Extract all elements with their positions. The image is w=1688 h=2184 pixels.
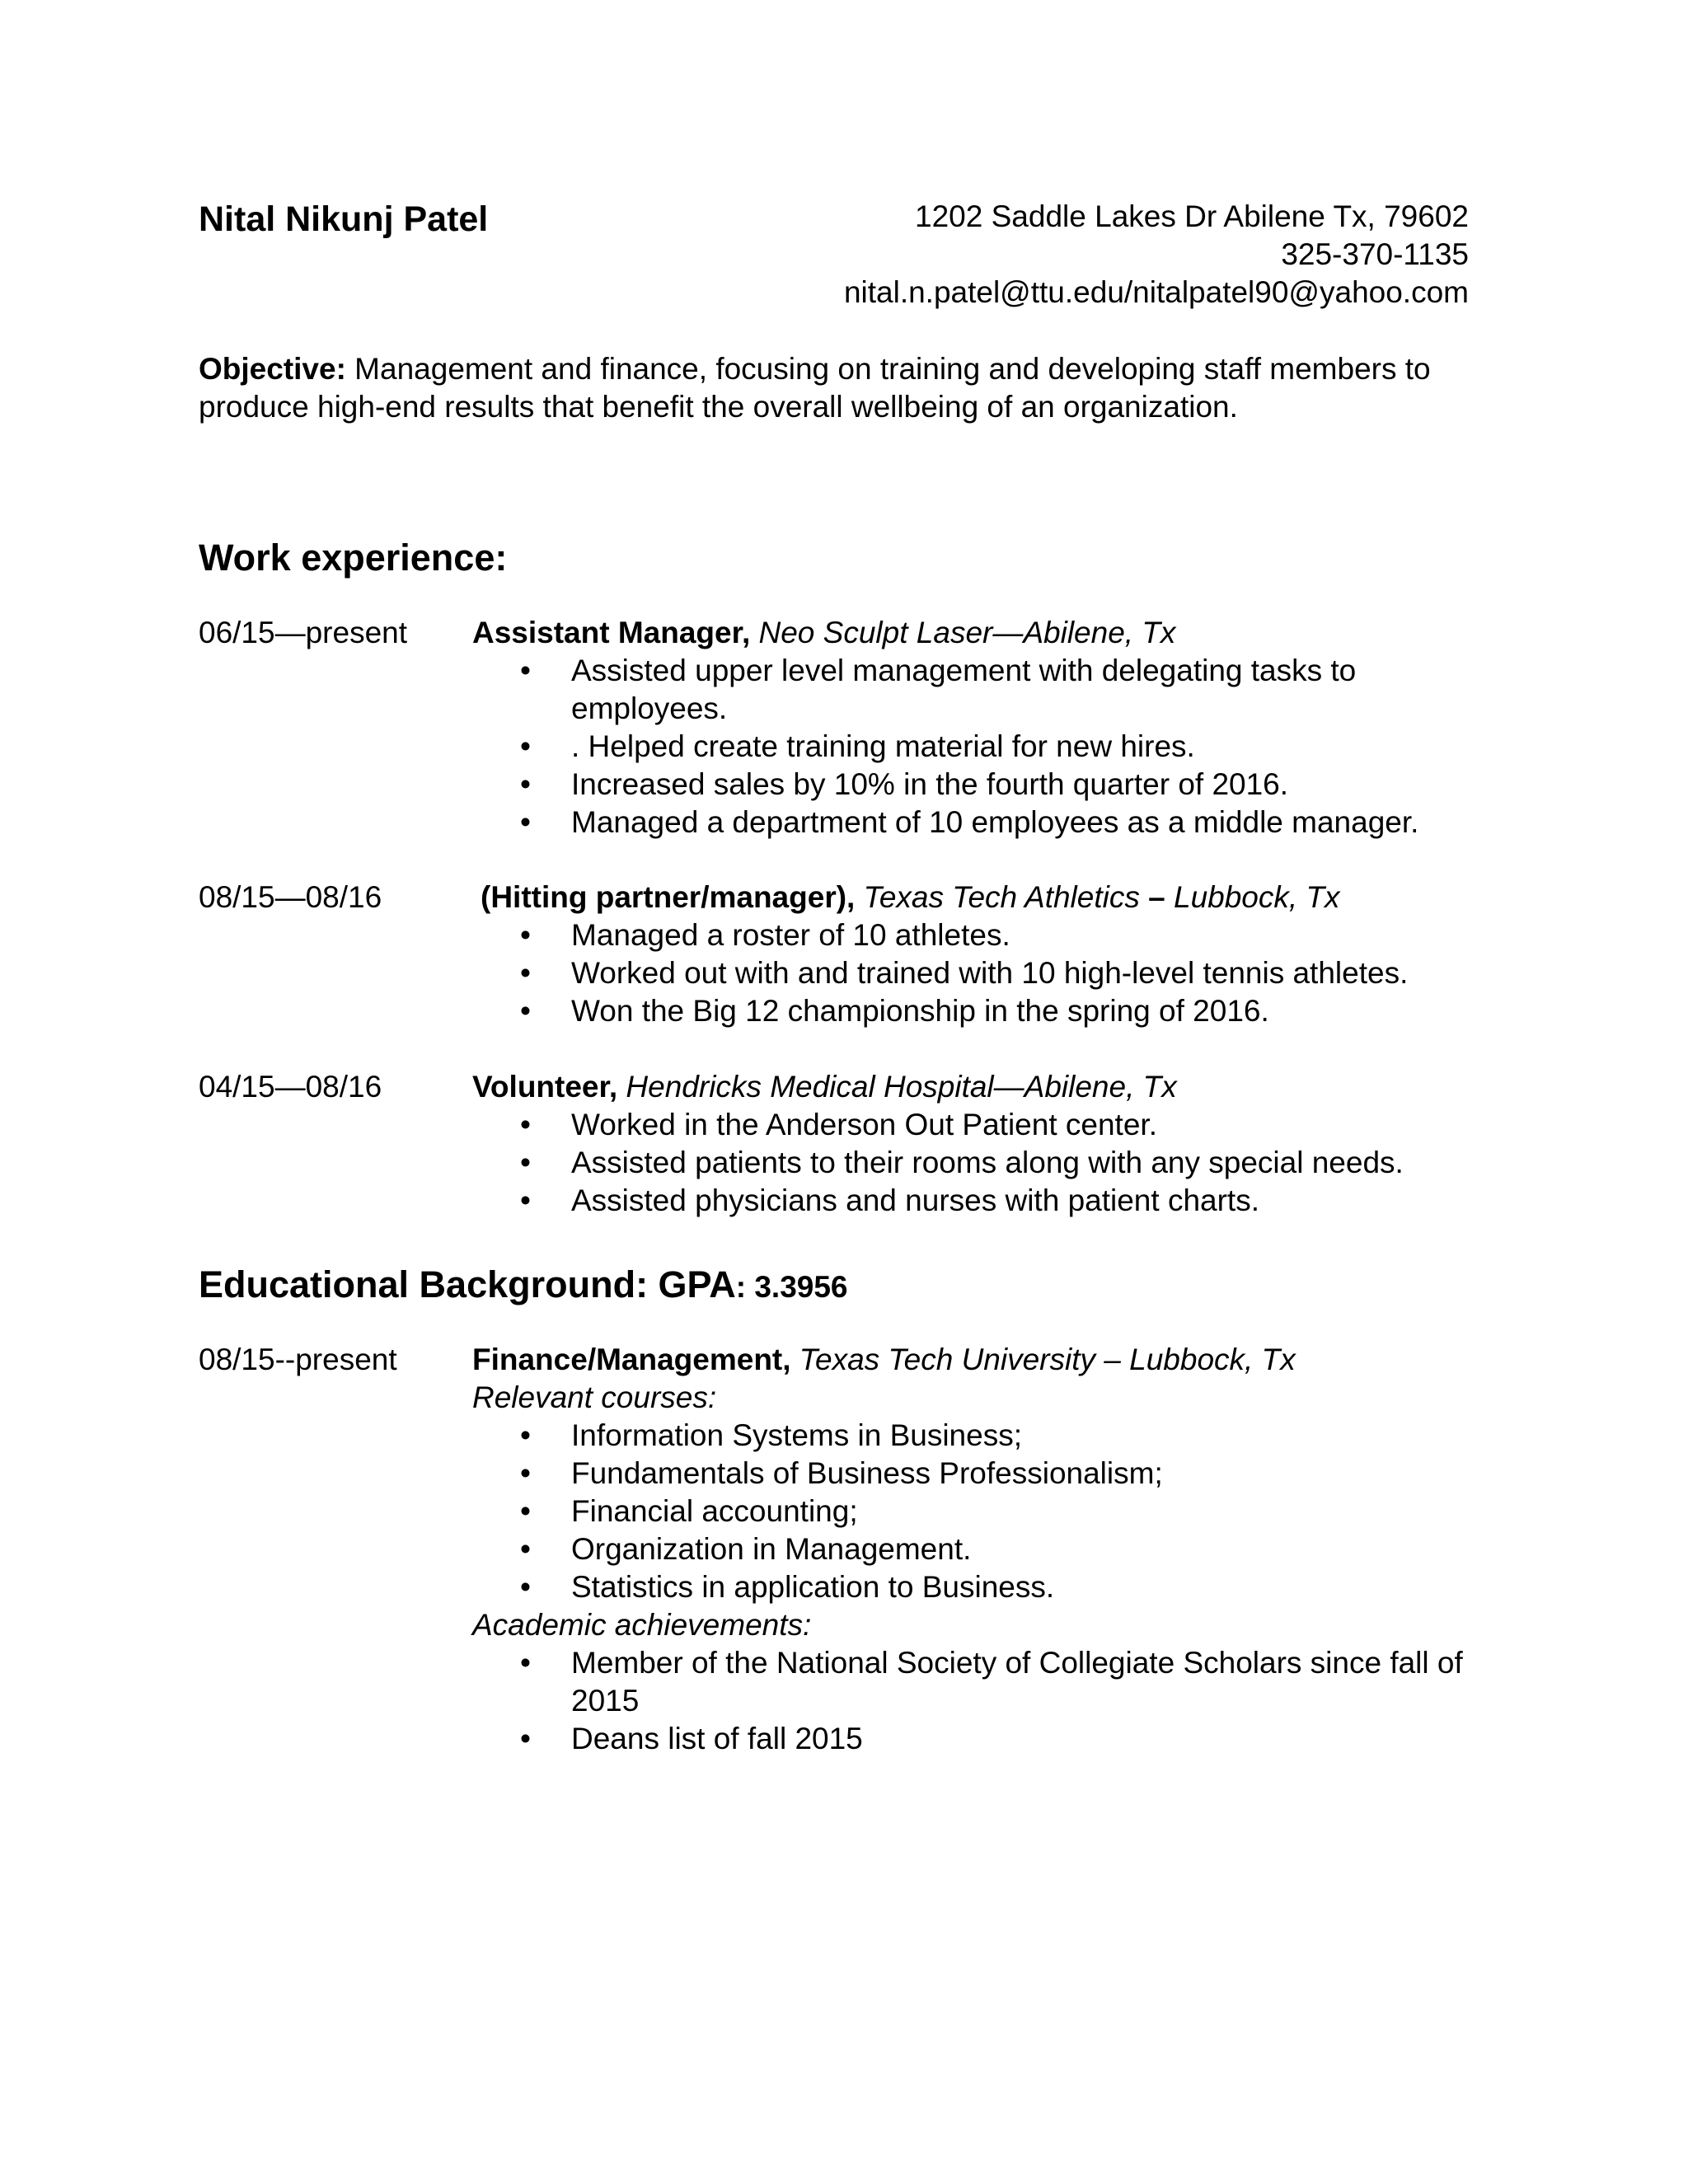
job-org: Texas Tech Athletics [855,880,1140,914]
bullet-icon: • [520,1183,531,1217]
list-item [520,1530,1478,1568]
bullet-text: Worked in the Anderson Out Patient center. [571,1108,1157,1141]
course-text: Financial accounting; [571,1494,858,1528]
bullet-icon: • [520,805,531,839]
bullet-text: Assisted patients to their rooms along with any special needs. [571,1146,1404,1179]
list-item [520,992,1478,1030]
job-entry [199,614,1484,841]
bullet-icon: • [520,994,531,1028]
bullet-text: Worked out with and trained with 10 high-level tennis athletes. [571,956,1409,990]
courses-list [520,1417,1478,1606]
course-text: Organization in Management. [571,1532,972,1566]
list-item [520,766,1478,804]
job-bullets [520,652,1478,841]
work-experience-heading: Work experience: [199,537,508,579]
job-bullets [520,916,1478,1030]
bullet-icon: • [520,729,531,763]
job-separator: – [1139,880,1174,914]
list-item [520,1720,1478,1758]
bullet-icon: • [520,956,531,990]
list-item [520,1182,1478,1220]
bullet-icon: • [520,1494,531,1528]
job-role: Assistant Manager, [472,616,751,649]
list-item [520,1144,1478,1182]
list-item [520,1568,1478,1606]
list-item [520,728,1478,766]
list-item [520,652,1478,728]
phone: 325-370-1135 [1281,237,1469,271]
bullet-text: Won the Big 12 championship in the spring of 2016. [571,994,1269,1028]
job-date: 08/15—08/16 [199,880,382,914]
education-date: 08/15--present [199,1343,397,1376]
education-entry [199,1341,1484,1758]
bullet-icon: • [520,767,531,801]
job-heading [481,879,1484,916]
degree: Finance/Management, [472,1343,791,1376]
gpa-value: : 3.3956 [735,1270,848,1304]
education-heading [199,1264,848,1308]
bullet-icon: • [520,1646,531,1680]
bullet-text: Assisted upper level management with delegating tasks to employees. [571,654,1357,725]
bullet-icon: • [520,1570,531,1604]
courses-label: Relevant courses: [472,1380,717,1414]
list-item [520,804,1478,841]
job-org: Hendricks Medical Hospital—Abilene, Tx [617,1070,1177,1104]
bullet-text: Managed a roster of 10 athletes. [571,918,1010,952]
achievements-list [520,1644,1478,1758]
achievement-text: Deans list of fall 2015 [571,1722,863,1755]
email[interactable]: nital.n.patel@ttu.edu/nitalpatel90@yahoo.com [843,275,1469,309]
bullet-text: Increased sales by 10% in the fourth quarter of 2016. [571,767,1289,801]
job-role: Volunteer, [472,1070,618,1104]
education-title: Educational Background: GPA [199,1263,736,1305]
course-text: Fundamentals of Business Professionalism; [571,1456,1163,1490]
bullet-icon: • [520,1418,531,1452]
list-item [520,954,1478,992]
bullet-icon: • [520,918,531,952]
list-item [520,916,1478,954]
job-location: Lubbock, Tx [1174,880,1340,914]
job-role: (Hitting partner/manager), [481,880,856,914]
job-entry [199,879,1484,1030]
bullet-text: Assisted physicians and nurses with patient charts. [571,1183,1259,1217]
objective-text: Management and finance, focusing on training and developing staff members to produce high-end results that benefit the overall wellbeing of an organization. [199,352,1431,424]
job-bullets [520,1106,1478,1220]
achievements-label: Academic achievements: [472,1608,812,1642]
bullet-text: . Helped create training material for new hires. [571,729,1195,763]
job-heading [472,614,1484,652]
course-text: Information Systems in Business; [571,1418,1022,1452]
bullet-icon: • [520,1146,531,1179]
course-text: Statistics in application to Business. [571,1570,1055,1604]
achievement-text: Member of the National Society of Collegiate Scholars since fall of 2015 [571,1646,1463,1718]
bullet-text: Managed a department of 10 employees as a middle manager. [571,805,1419,839]
list-item [520,1106,1478,1144]
school: Texas Tech University – Lubbock, Tx [790,1343,1296,1376]
list-item [520,1493,1478,1530]
education-heading [472,1341,1484,1379]
list-item [520,1644,1478,1720]
bullet-icon: • [520,1456,531,1490]
applicant-name: Nital Nikunj Patel [199,199,489,239]
address: 1202 Saddle Lakes Dr Abilene Tx, 79602 [915,199,1469,233]
contact-block [844,198,1469,312]
list-item [520,1455,1478,1493]
bullet-icon: • [520,654,531,687]
bullet-icon: • [520,1532,531,1566]
job-heading [472,1068,1484,1106]
list-item [520,1417,1478,1455]
job-date: 04/15—08/16 [199,1070,382,1104]
bullet-icon: • [520,1108,531,1141]
objective-label: Objective: [199,352,346,386]
job-entry [199,1068,1484,1220]
objective-paragraph [199,350,1484,426]
job-org: Neo Sculpt Laser—Abilene, Tx [750,616,1176,649]
job-date: 06/15—present [199,616,408,649]
bullet-icon: • [520,1722,531,1755]
